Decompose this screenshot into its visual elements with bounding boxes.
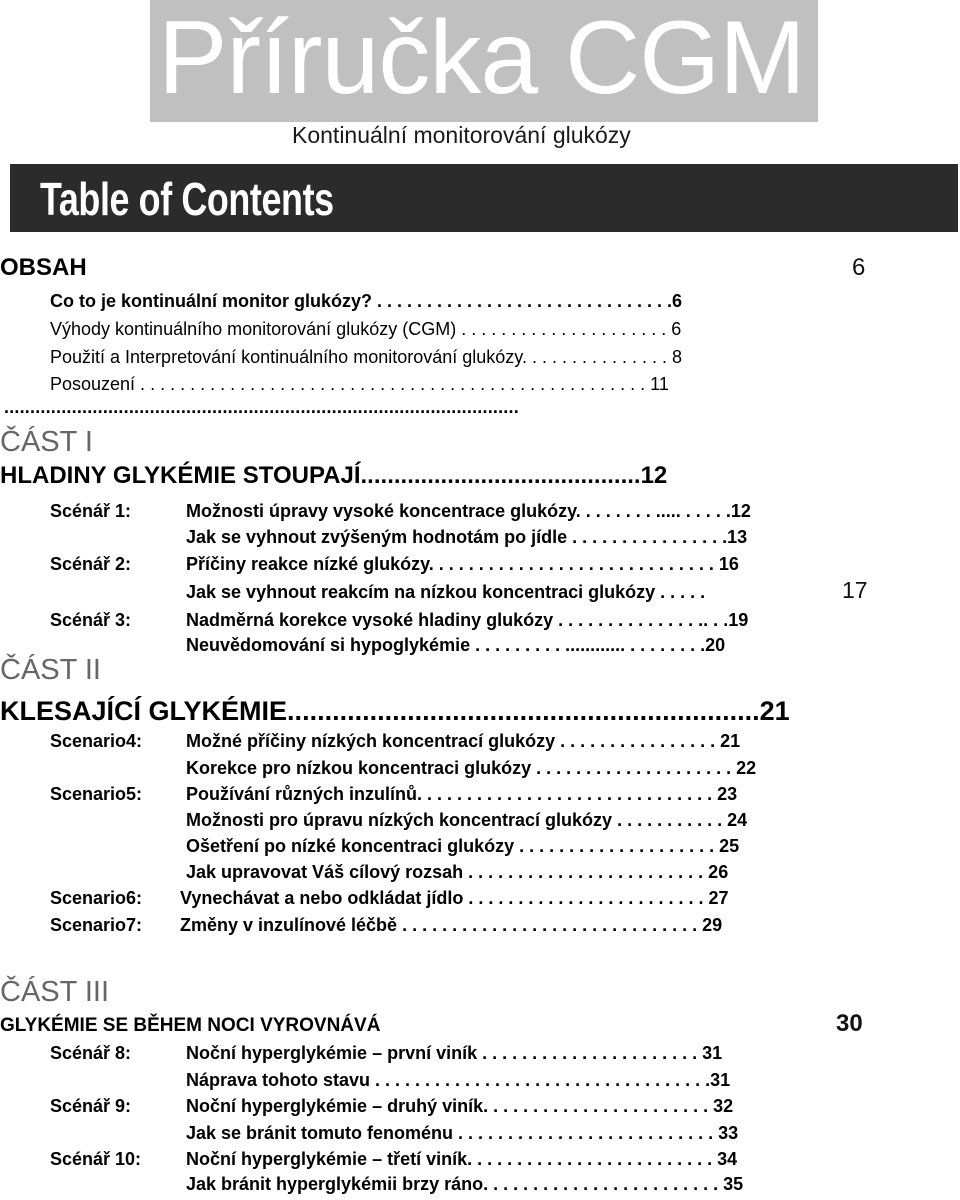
scenario-label: Scenario6: [50,888,143,908]
toc-entry[interactable]: Noční hyperglykémie – druhý viník. . . . . . . . . . . . . . . . . . . . . . . 32 [186,1096,734,1116]
scenario-label: Scenario5: [50,784,143,804]
toc-entry[interactable]: Ošetření po nízké koncentraci glukózy . . . . . . . . . . . . . . . . . . . . 25 [186,836,740,856]
scenario-label: Scénář 9: [50,1096,132,1116]
part-3-heading[interactable]: GLYKÉMIE SE BĚHEM NOCI VYROVNÁVÁ [0,1015,381,1036]
obsah-item[interactable]: Použití a Interpretování kontinuálního monitorování glukózy. . . . . . . . . . . . . . . 8 [50,347,682,367]
scenario-label: Scénář 1: [50,501,132,521]
toc-entry[interactable]: Jak upravovat Váš cílový rozsah . . . . . . . . . . . . . . . . . . . . . . . . 26 [186,862,729,882]
dotted-separator: ................................................................................................... [4,397,519,417]
obsah-item[interactable]: Posouzení . . . . . . . . . . . . . . . . . . . . . . . . . . . . . . . . . . . . . . . . . . . . . . . . . . . 11 [50,374,669,394]
scenario-label: Scénář 3: [50,610,132,630]
toc-entry[interactable]: Noční hyperglykémie – první viník . . . . . . . . . . . . . . . . . . . . . . 31 [186,1043,723,1063]
banner-title: Příručka CGM [158,0,805,116]
toc-entry[interactable]: Příčiny reakce nízké glukózy. . . . . . . . . . . . . . . . . . . . . . . . . . . . . 16 [186,554,739,574]
toc-entry[interactable]: Jak bránit hyperglykémii brzy ráno. . . . . . . . . . . . . . . . . . . . . . . . 35 [186,1174,744,1194]
toc-entry[interactable]: Noční hyperglykémie – třetí viník. . . . . . . . . . . . . . . . . . . . . . . . . 34 [186,1149,738,1169]
toc-entry[interactable]: Nadměrná korekce vysoké hladiny glukózy . . . . . . . . . . . . . . .. . .19 [186,610,749,630]
toc-entry[interactable]: Jak se bránit tomuto fenoménu . . . . . . . . . . . . . . . . . . . . . . . . . . 33 [186,1123,739,1143]
toc-title: Table of Contents [40,173,334,225]
toc-entry[interactable]: Používání různých inzulínů. . . . . . . . . . . . . . . . . . . . . . . . . . . . . . 23 [186,784,738,804]
obsah-item[interactable]: Výhody kontinuálního monitorování glukózy (CGM) . . . . . . . . . . . . . . . . . . . . . 6 [50,319,682,339]
part-2-heading[interactable]: KLESAJÍCÍ GLYKÉMIE...............................................................21 [0,696,790,726]
scenario-label: Scénář 8: [50,1043,132,1063]
obsah-heading: OBSAH [0,254,87,281]
toc-entry[interactable]: Možnosti pro úpravu nízkých koncentrací glukózy . . . . . . . . . . . 24 [186,810,748,830]
obsah-item[interactable]: Co to je kontinuální monitor glukózy? . . . . . . . . . . . . . . . . . . . . . . . . . . . . . .6 [50,291,683,311]
subtitle: Kontinuální monitorování glukózy [292,122,631,148]
toc-entry[interactable]: Vynechávat a nebo odkládat jídlo . . . . . . . . . . . . . . . . . . . . . . . . 27 [180,888,729,908]
toc-entry[interactable]: Možnosti úpravy vysoké koncentrace glukózy. . . . . . . . ..... . . . . .12 [186,501,751,521]
toc-entry[interactable]: Náprava tohoto stavu . . . . . . . . . . . . . . . . . . . . . . . . . . . . . . . . . .31 [186,1070,731,1090]
toc-entry[interactable]: Jak se vyhnout zvýšeným hodnotám po jídle . . . . . . . . . . . . . . . .13 [186,527,748,547]
toc-entry[interactable]: Korekce pro nízkou koncentraci glukózy . . . . . . . . . . . . . . . . . . . . 22 [186,758,757,778]
part-2-label: ČÁST II [0,654,101,686]
toc-entry[interactable]: Možné příčiny nízkých koncentrací glukózy . . . . . . . . . . . . . . . . 21 [186,731,741,751]
scenario-label: Scénář 10: [50,1149,142,1169]
part-1-heading[interactable]: HLADINY GLYKÉMIE STOUPAJÍ..........................................12 [0,462,668,489]
part-1-label: ČÁST I [0,426,93,458]
scenario-label: Scenario4: [50,731,143,751]
obsah-page: 6 [852,254,866,281]
toc-entry-page: 17 [842,577,868,603]
toc-entry[interactable]: Změny v inzulínové léčbě . . . . . . . . . . . . . . . . . . . . . . . . . . . . . . 29 [180,915,723,935]
part-3-label: ČÁST III [0,976,110,1008]
scenario-label: Scénář 2: [50,554,132,574]
part-3-page: 30 [836,1010,863,1037]
scenario-label: Scenario7: [50,915,143,935]
toc-entry[interactable]: Neuvědomování si hypoglykémie . . . . . . . . . ............ . . . . . . . .20 [186,635,726,655]
toc-entry[interactable]: Jak se vyhnout reakcím na nízkou koncentraci glukózy . . . . . [186,582,706,602]
